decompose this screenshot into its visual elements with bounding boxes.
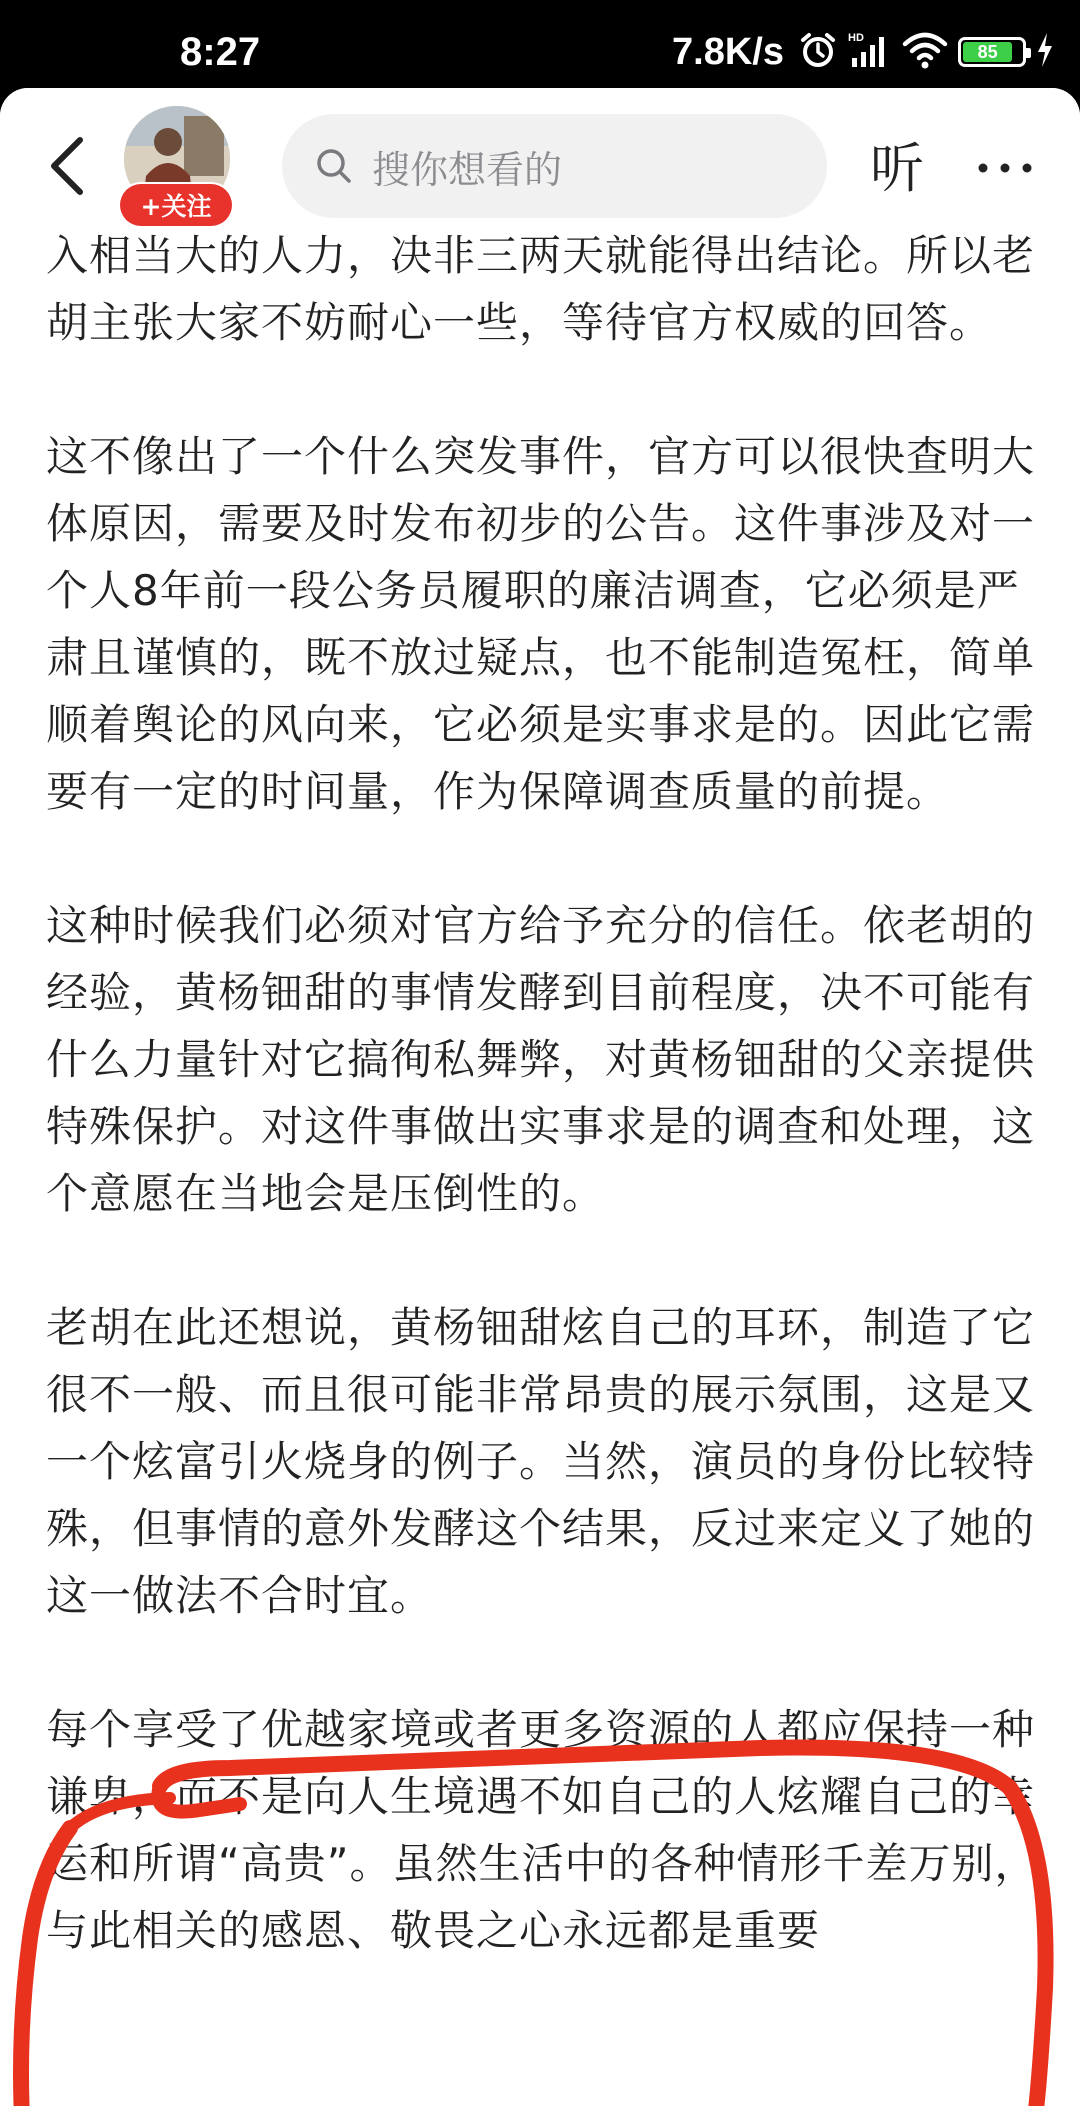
more-dots-icon — [977, 162, 1033, 174]
article-body — [46, 226, 1046, 2031]
battery-icon — [958, 37, 1026, 67]
alarm-icon — [798, 30, 838, 74]
article-paragraph-5: 每个享受了优越家境或者更多资源的人都应保持一种谦卑，而不是向人生境遇不如自己的人炫耀自己的幸运和所谓“高贵”。虽然生活中的各种情形千差万别，与此相关的感恩、敬畏之心永远都是重要 — [46, 1705, 1038, 1955]
chevron-left-icon — [46, 134, 86, 198]
listen-button[interactable]: 听 — [870, 137, 924, 200]
svg-text:HD: HD — [848, 32, 864, 44]
cellular-signal-icon — [848, 30, 892, 74]
charging-bolt-icon — [1036, 32, 1054, 72]
net-speed: 7.8K/s — [672, 30, 784, 73]
search-icon — [314, 146, 354, 186]
article-paragraph-3: 这种时候我们必须对官方给予充分的信任。依老胡的经验，黄杨钿甜的事情发酵到目前程度，决不可能有什么力量针对它搞徇私舞弊，对黄杨钿甜的父亲提供特殊保护。对这件事做出实事求是的调查和处理，这个意愿在当地会是压倒性的。 — [46, 901, 1036, 1218]
article-page — [0, 88, 1080, 2106]
battery-level: 85 — [963, 42, 1012, 62]
search-placeholder: 搜你想看的 — [372, 147, 563, 192]
status-bar — [0, 0, 1080, 92]
article-paragraph-1: 入相当大的人力，决非三两天就能得出结论。所以老胡主张大家不妨耐心一些，等待官方权威的回答。 — [46, 231, 1036, 347]
article-paragraph-2: 这不像出了一个什么突发事件，官方可以很快查明大体原因，需要及时发布初步的公告。这件事涉及对一个人8年前一段公务员履职的廉洁调查，它必须是严肃且谨慎的，既不放过疑点，也不能制造冤枉，简单顺着舆论的风向来，它必须是实事求是的。因此它需要有一定的时间量，作为保障调查质量的前提。 — [46, 432, 1036, 816]
more-button[interactable] — [970, 128, 1040, 208]
back-button[interactable] — [38, 130, 94, 202]
article-paragraph-4: 老胡在此还想说，黄杨钿甜炫自己的耳环，制造了它很不一般、而且很可能非常昂贵的展示氛围，这是又一个炫富引火烧身的例子。当然，演员的身份比较特殊，但事情的意外发酵这个结果，反过来定义了她的这一做法不合时宜。 — [46, 1303, 1036, 1620]
search-box[interactable] — [282, 114, 827, 218]
status-icons — [672, 28, 1054, 76]
author-avatar-group[interactable] — [120, 106, 234, 226]
article-top-bar — [0, 88, 1080, 228]
status-time: 8:27 — [180, 30, 261, 74]
follow-button[interactable]: +关注 — [120, 184, 232, 226]
wifi-icon — [902, 30, 948, 74]
